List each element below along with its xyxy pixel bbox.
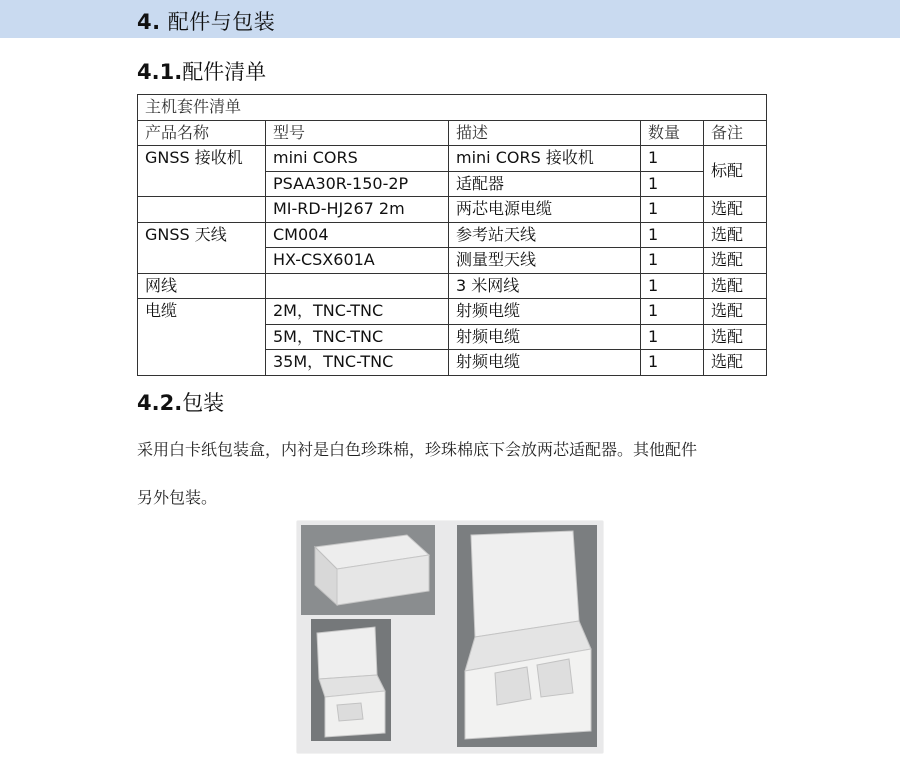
description-cell: 射频电缆 xyxy=(449,324,641,350)
table-row xyxy=(138,222,767,248)
quantity-cell: 1 xyxy=(641,248,704,274)
small-open-box-photo xyxy=(311,619,391,741)
note-cell: 标配 xyxy=(704,146,767,197)
description-cell: 3 米网线 xyxy=(449,273,641,299)
product-name-cell: 电缆 xyxy=(138,299,266,376)
table-caption: 主机套件清单 xyxy=(138,95,767,121)
product-name-cell: 网线 xyxy=(138,273,266,299)
table-caption-row xyxy=(138,95,767,121)
description-cell: 测量型天线 xyxy=(449,248,641,274)
column-header: 产品名称 xyxy=(138,120,266,146)
closed-box-drawing xyxy=(301,525,435,615)
section-title-text: 配件与包装 xyxy=(167,10,276,34)
subsection-number: 4.2. xyxy=(137,391,183,415)
section-header-bar xyxy=(0,0,900,38)
model-cell: MI-RD-HJ267 2m xyxy=(266,197,449,223)
quantity-cell: 1 xyxy=(641,146,704,172)
model-cell: mini CORS xyxy=(266,146,449,172)
description-cell: 两芯电源电缆 xyxy=(449,197,641,223)
table-row xyxy=(138,299,767,325)
model-cell: 35M，TNC-TNC xyxy=(266,350,449,376)
column-header: 备注 xyxy=(704,120,767,146)
model-cell: HX-CSX601A xyxy=(266,248,449,274)
closed-box-photo xyxy=(301,525,435,615)
model-cell: CM004 xyxy=(266,222,449,248)
model-cell: 5M，TNC-TNC xyxy=(266,324,449,350)
table-row xyxy=(138,146,767,172)
packaging-paragraph-line: 另外包装。 xyxy=(137,488,218,507)
note-cell: 选配 xyxy=(704,299,767,325)
quantity-cell: 1 xyxy=(641,273,704,299)
quantity-cell: 1 xyxy=(641,324,704,350)
table-row xyxy=(138,273,767,299)
quantity-cell: 1 xyxy=(641,350,704,376)
section-title xyxy=(137,6,275,36)
column-header: 描述 xyxy=(449,120,641,146)
note-cell: 选配 xyxy=(704,273,767,299)
subsection-title-packaging xyxy=(137,387,224,417)
note-cell: 选配 xyxy=(704,197,767,223)
model-cell: PSAA30R-150-2P xyxy=(266,171,449,197)
product-name-cell: GNSS 接收机 xyxy=(138,146,266,197)
large-open-box-drawing xyxy=(457,525,597,747)
table-header-row xyxy=(138,120,767,146)
large-open-box-photo xyxy=(457,525,597,747)
subsection-number: 4.1. xyxy=(137,60,183,84)
subsection-title-accessories xyxy=(137,56,266,86)
description-cell: 参考站天线 xyxy=(449,222,641,248)
subsection-title-text: 包装 xyxy=(182,391,225,415)
section-number: 4. xyxy=(137,10,161,34)
description-cell: 适配器 xyxy=(449,171,641,197)
note-cell: 选配 xyxy=(704,248,767,274)
quantity-cell: 1 xyxy=(641,197,704,223)
table-row xyxy=(138,197,767,223)
description-cell: 射频电缆 xyxy=(449,299,641,325)
description-cell: 射频电缆 xyxy=(449,350,641,376)
subsection-title-text: 配件清单 xyxy=(182,60,267,84)
quantity-cell: 1 xyxy=(641,299,704,325)
packaging-paragraph-line: 采用白卡纸包装盒，内衬是白色珍珠棉，珍珠棉底下会放两芯适配器。其他配件 xyxy=(137,440,698,459)
column-header: 型号 xyxy=(266,120,449,146)
quantity-cell: 1 xyxy=(641,171,704,197)
column-header: 数量 xyxy=(641,120,704,146)
note-cell: 选配 xyxy=(704,222,767,248)
note-cell: 选配 xyxy=(704,350,767,376)
accessories-table xyxy=(137,94,767,376)
product-name-cell: GNSS 天线 xyxy=(138,222,266,273)
small-open-box-drawing xyxy=(311,619,391,741)
model-cell: 2M，TNC-TNC xyxy=(266,299,449,325)
product-name-cell xyxy=(138,197,266,223)
quantity-cell: 1 xyxy=(641,222,704,248)
packaging-photo xyxy=(297,521,603,753)
note-cell: 选配 xyxy=(704,324,767,350)
description-cell: mini CORS 接收机 xyxy=(449,146,641,172)
model-cell xyxy=(266,273,449,299)
